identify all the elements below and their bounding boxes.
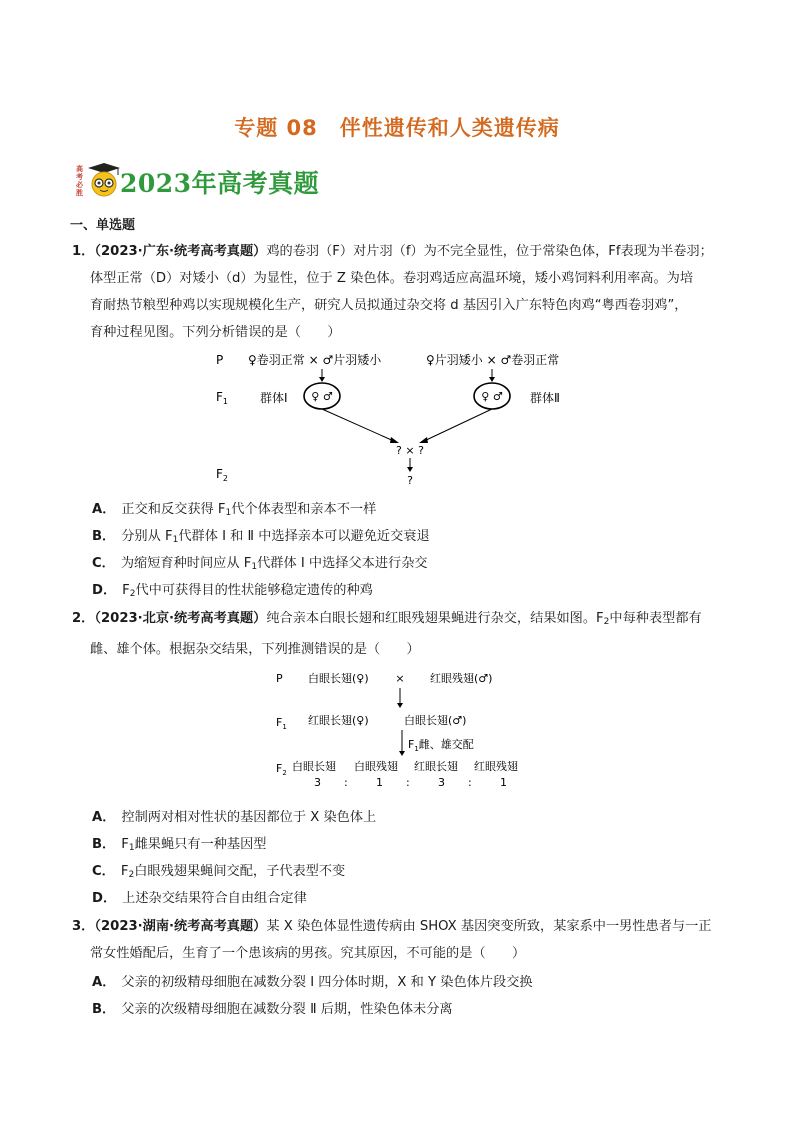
question-3-stem	[72, 913, 722, 967]
group-2-sexes: ♀ ♂	[481, 390, 503, 403]
question-2-stem: 2．（2023·北京·统考高考真题）纯合亲本白眼长翅和红眼残翅果蝇进行杂交，结果如图。$F_2$中每种表型都有 雌、雄个体。根据杂交结果，下列推测错误的是（ ）	[72, 605, 722, 663]
option-2c[interactable]: C． $F_2$白眼残翅果蝇间交配，子代表型不变	[92, 864, 346, 880]
ratio-separator: :	[406, 776, 410, 789]
f1-mating-label: $F_1$雌、雄交配	[408, 738, 474, 753]
group-2-label: 群体Ⅱ	[530, 391, 560, 405]
generation-f2-label: $F_2$	[216, 467, 228, 483]
f1-male: 白眼长翅(♂)	[404, 714, 467, 727]
ratio-value: 3	[314, 776, 321, 789]
group-1-sexes: ♀ ♂	[311, 390, 333, 403]
option-2a[interactable]: A． 控制两对相对性状的基因都位于 X 染色体上	[92, 810, 377, 825]
fruitfly-cross-diagram	[262, 664, 552, 794]
generation-f2-label: $F_2$	[276, 762, 287, 777]
stem-line: 某 X 染色体显性遗传病由 SHOX 基因突变所致，某家系中一男性患者与一正	[266, 919, 712, 934]
parent-male: 红眼残翅(♂)	[430, 672, 493, 685]
generation-f1-label: $F_1$	[276, 716, 287, 731]
f2-type: 红眼长翅	[414, 760, 458, 773]
section-heading: 一、单选题	[70, 218, 136, 233]
group-1-label: 群体Ⅰ	[260, 391, 288, 405]
generation-f1-label: $F_1$	[216, 390, 228, 406]
f1-female: 红眼长翅(♀)	[308, 714, 369, 727]
svg-text:考: 考	[76, 173, 83, 181]
question-source: （2023·广东·统考高考真题）	[94, 244, 267, 259]
ratio-value: 1	[376, 776, 383, 789]
parent-female: 白眼长翅(♀)	[308, 672, 369, 685]
stem-line: 雌、雄个体。根据杂交结果，下列推测错误的是（ ）	[90, 642, 420, 657]
question-number: 2．	[72, 611, 95, 626]
f2-type: 白眼残翅	[354, 760, 398, 773]
question-number: 3．	[72, 919, 95, 934]
option-1b[interactable]: B． 分别从 $F_1$代群体 Ⅰ 和 Ⅱ 中选择亲本可以避免近交衰退	[92, 529, 430, 545]
svg-text:必: 必	[76, 181, 83, 189]
option-1a[interactable]: A． 正交和反交获得 $F_1$代个体表型和亲本不一样	[92, 502, 377, 518]
option-1c[interactable]: C． 为缩短育种时间应从 $F_1$代群体 Ⅰ 中选择父本进行杂交	[92, 556, 428, 572]
question-number: 1．	[72, 244, 95, 259]
stem-line: 体型正常（D）对矮小（d）为显性，位于 Z 染色体。卷羽鸡适应高温环境，矮小鸡饲料利用率高。为培	[90, 271, 694, 286]
stem-line: 常女性婚配后，生育了一个患该病的男孩。究其原因，不可能的是（ ）	[90, 946, 526, 961]
graduate-logo-icon	[74, 160, 122, 200]
question-source: （2023·湖南·统考高考真题）	[94, 919, 267, 934]
left-cross-label: ♀卷羽正常 × ♂片羽矮小	[248, 353, 382, 367]
right-cross-label: ♀片羽矮小 × ♂卷羽正常	[426, 353, 560, 367]
option-1d[interactable]: D． $F_2$代中可获得目的性状能够稳定遗传的种鸡	[92, 583, 373, 599]
option-3b[interactable]: B． 父亲的次级精母细胞在减数分裂 Ⅱ 后期，性染色体未分离	[92, 1002, 453, 1017]
stem-line: 育耐热节粮型种鸡以实现规模化生产，研究人员拟通过杂交将 d 基因引入广东特色肉鸡“粤西卷羽鸡”，	[90, 298, 688, 313]
option-2b[interactable]: B． $F_1$雌果蝇只有一种基因型	[92, 837, 267, 853]
chicken-breeding-diagram	[200, 346, 600, 496]
ratio-value: 3	[438, 776, 445, 789]
cross-symbol: ×	[395, 672, 405, 685]
svg-text:高: 高	[76, 165, 83, 173]
generation-p-label: P	[276, 672, 283, 685]
page-title: 专题 08 伴性遗传和人类遗传病	[234, 116, 560, 140]
f2-type: 红眼残翅	[474, 760, 518, 773]
section-banner: 2023年高考真题	[120, 169, 320, 198]
question-1-stem	[72, 238, 722, 346]
ratio-value: 1	[500, 776, 507, 789]
ratio-separator: :	[344, 776, 348, 789]
option-3a[interactable]: A． 父亲的初级精母细胞在减数分裂 Ⅰ 四分体时期，X 和 Y 染色体片段交换	[92, 975, 533, 990]
generation-p-label: P	[216, 353, 224, 367]
stem-line: 育种过程见图。下列分析错误的是（ ）	[90, 325, 341, 340]
f2-offspring-label: ?	[407, 474, 413, 487]
question-source: （2023·北京·统考高考真题）	[94, 611, 267, 626]
option-2d[interactable]: D． 上述杂交结果符合自由组合定律	[92, 891, 307, 906]
stem-line: 鸡的卷羽（F）对片羽（f）为不完全显性，位于常染色体，Ff表现为半卷羽；	[266, 244, 713, 259]
ratio-separator: :	[468, 776, 472, 789]
f2-type: 白眼长翅	[292, 760, 336, 773]
svg-text:胜: 胜	[76, 189, 83, 197]
f1-cross-label: ? × ?	[396, 444, 424, 457]
